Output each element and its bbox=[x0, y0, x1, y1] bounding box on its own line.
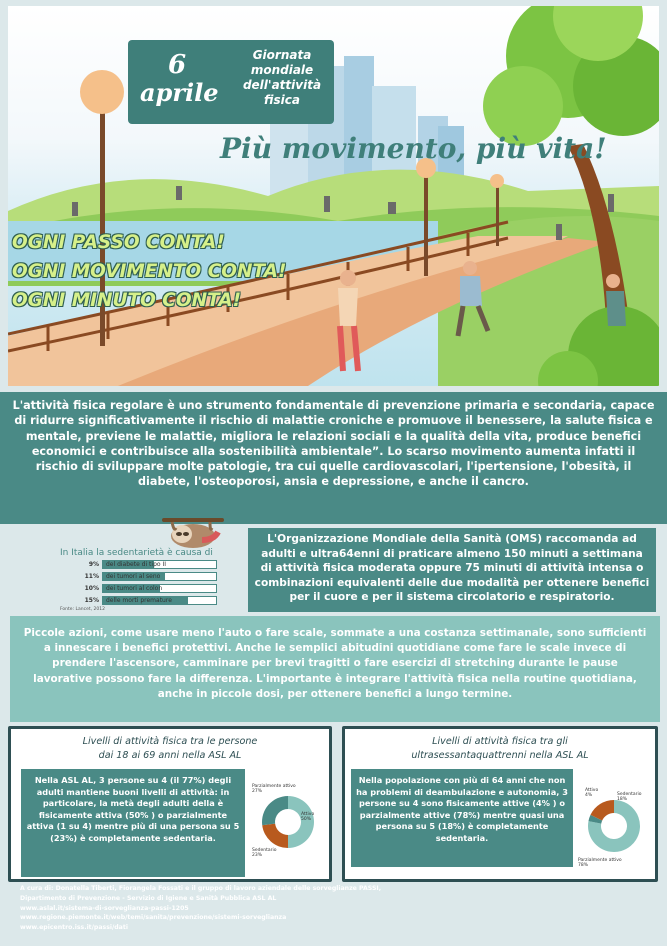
hero-illustration bbox=[8, 6, 659, 386]
date-month: aprile bbox=[140, 78, 219, 107]
stat-bar bbox=[102, 560, 217, 569]
elderly-card-title bbox=[345, 735, 655, 763]
donut-label: Sedentario bbox=[252, 848, 277, 853]
stat-row bbox=[60, 571, 220, 582]
adults-card-text: Nella ASL AL, 3 persone su 4 (il 77%) degli adulti mantiene buoni livelli di attività: in particolare, la metà degli adulti della è fisicamente attiva (50% ) o parzialmente attiva (1 su 4) mentre più di una persona su 5 (23%) è completamente sedentaria. bbox=[21, 769, 245, 877]
adults-activity-card bbox=[8, 726, 332, 882]
slogan: OGNI PASSO CONTA! bbox=[12, 232, 225, 253]
event-name: Giornata mondiale dell'attività fisica bbox=[242, 48, 322, 107]
donut-value-label: 18% bbox=[617, 797, 628, 802]
elderly-activity-card bbox=[342, 726, 658, 882]
adults-title-line: Livelli di attività fisica tra le persone bbox=[82, 736, 258, 747]
donut-value-label: 4% bbox=[585, 793, 593, 798]
donut-slice bbox=[288, 796, 314, 848]
stat-label: delle morti premature bbox=[106, 597, 172, 604]
adults-donut-svg bbox=[251, 781, 325, 863]
date-badge bbox=[128, 40, 334, 124]
slogan: OGNI MOVIMENTO CONTA! bbox=[12, 261, 287, 282]
oms-recommendation: L'Organizzazione Mondiale della Sanità (OMS) raccomanda ad adulti e ultra64enni di praticare almeno 150 minuti a settimana di attività fisica moderata oppure 75 minuti di attività intensa o combinazioni equivalenti delle due modalità per ottenere benefici per il cuore e per il sistema circolatorio e respiratorio. bbox=[248, 528, 656, 612]
donut-label: Parzialmente attivo bbox=[578, 858, 622, 863]
stats-rows bbox=[60, 559, 220, 606]
slogan-list bbox=[12, 228, 286, 315]
donut-value-label: 23% bbox=[252, 853, 263, 858]
headline: Più movimento, più vita! bbox=[220, 132, 607, 165]
elderly-donut-chart bbox=[577, 785, 651, 867]
elderly-title-line: ultrasessantaquattrenni nella ASL AL bbox=[411, 750, 589, 761]
footer-link[interactable]: www.aslal.it/sistema-di-sorveglianza-passi-1205 bbox=[20, 904, 189, 912]
stat-bar bbox=[102, 596, 217, 605]
stat-row bbox=[60, 583, 220, 594]
elderly-donut-svg bbox=[577, 785, 651, 867]
stat-percent: 10% bbox=[84, 585, 99, 592]
stat-bar bbox=[102, 572, 217, 581]
footer-line: Dipartimento di Prevenzione - Servizio di Igiene e Sanità Pubblica ASL AL bbox=[20, 894, 277, 902]
donut-value-label: 78% bbox=[578, 863, 589, 867]
elderly-title-line: Livelli di attività fisica tra gli bbox=[432, 736, 568, 747]
stat-label: dei tumori al seno bbox=[106, 573, 161, 580]
stat-row bbox=[60, 559, 220, 570]
donut-label: Parzialmente attivo bbox=[252, 784, 296, 789]
donut-slice bbox=[262, 796, 288, 825]
adults-card-title bbox=[11, 735, 329, 763]
footer-link[interactable]: www.epicentro.iss.it/passi/dati bbox=[20, 924, 128, 932]
donut-value-label: 50% bbox=[301, 817, 312, 822]
stat-label: del diabete di tipo II bbox=[106, 561, 167, 568]
footer-link[interactable]: www.regione.piemonte.it/web/temi/sanita/prevenzione/sistemi-sorveglianza bbox=[20, 914, 287, 922]
footer-line: A cura di: Donatella Tiberti, Fiorangela Fossati e il gruppo di lavoro aziendale delle sorveglianze PASSI, bbox=[20, 885, 382, 892]
stat-percent: 11% bbox=[84, 573, 99, 580]
sedentary-stats bbox=[60, 548, 220, 614]
stat-percent: 9% bbox=[88, 561, 99, 568]
donut-label: Sedentario bbox=[617, 792, 642, 797]
donut-label: Attivo bbox=[585, 788, 599, 793]
stats-title: In Italia la sedentarietà è causa di bbox=[60, 548, 213, 558]
slogan: OGNI MINUTO CONTA! bbox=[12, 290, 242, 311]
stat-percent: 15% bbox=[84, 597, 99, 604]
adults-title-line: dai 18 ai 69 anni nella ASL AL bbox=[98, 750, 242, 761]
stat-bar bbox=[102, 584, 217, 593]
donut-label: Attivo bbox=[301, 812, 315, 817]
donut-slice bbox=[262, 824, 288, 848]
stats-source: Fonte: Lancet, 2012 bbox=[60, 607, 105, 612]
donut-value-label: 27% bbox=[252, 789, 263, 794]
small-actions-panel: Piccole azioni, come usare meno l'auto o fare scale, sommate a una costanza settimanale, sono sufficienti a innescare i benefici protettivi. Anche le semplici abitudini quotidiane come fare le scale invece di prendere l'ascensore, camminare per brevi tragitti o fare esercizi di stretching durante le pause lavorative possono fare la differenza. L'importante è integrare l'attività fisica nella routine quotidiana, anche in piccole dosi, per ottenere benefici a lungo termine. bbox=[10, 616, 660, 722]
adults-donut-chart bbox=[251, 781, 325, 863]
footer-credits bbox=[20, 884, 381, 933]
stat-label: dei tumori al colon bbox=[106, 585, 163, 592]
stat-row bbox=[60, 595, 220, 606]
intro-panel: L'attività fisica regolare è uno strumento fondamentale di prevenzione primaria e secondaria, capace di ridurre significativamente il rischio di malattie croniche e promuove il benessere, la salute fisica e mentale, previene le malattie, migliora le relazioni sociali e la qualità della vita, produce benefici economici e contribuisce alla sostenibilità ambientale”. Lo scarso movimento aumenta infatti il rischio di sviluppare molte patologie, tra cui quelle cardiovascolari, l'ipertensione, l'obesità, il diabete, l'osteoporosi, ansia e depressione, e anche il cancro. bbox=[0, 392, 667, 524]
date-day: 6 bbox=[168, 50, 187, 80]
sloth-icon bbox=[162, 510, 224, 550]
elderly-card-text: Nella popolazione con più di 64 anni che non ha problemi di deambulazione e autonomia, 3 persone su 4 sono fisicamente attive (4% ) o parzialmente attive (78%) mentre quasi una persona su 5 (18%) è completamente sedentaria. bbox=[351, 769, 573, 867]
